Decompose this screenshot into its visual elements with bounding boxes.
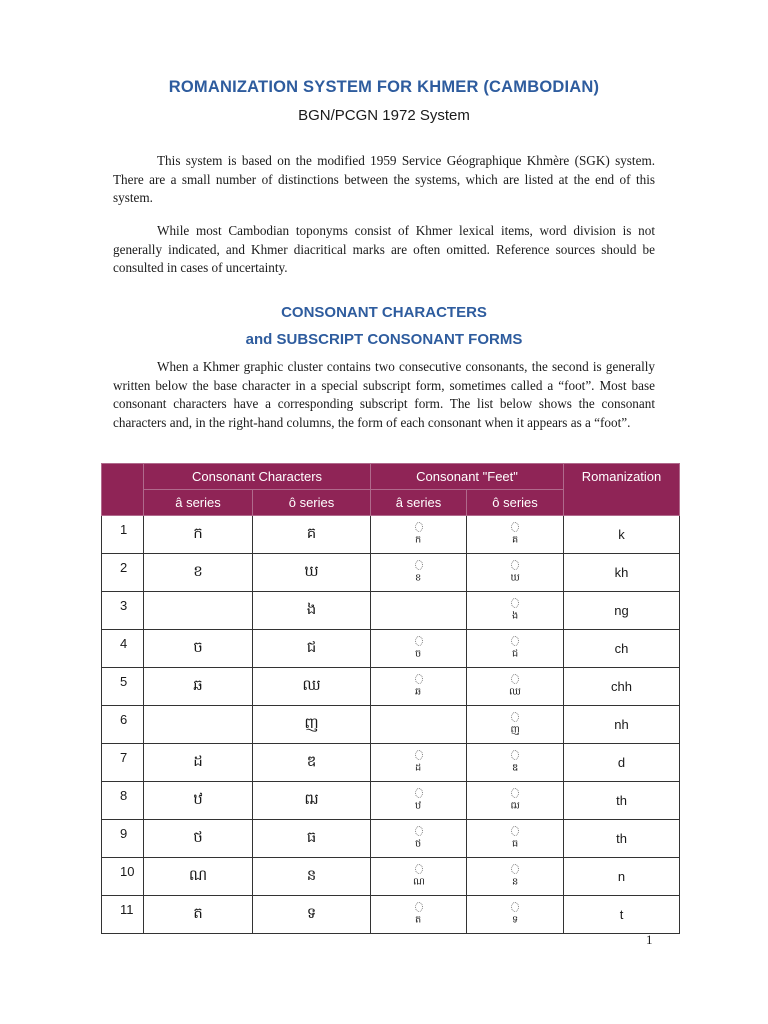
- consonant-o-series: ធ: [253, 820, 371, 858]
- foot-o-series: [467, 554, 564, 592]
- row-number: 7: [102, 744, 144, 782]
- dotted-circle-icon: [511, 674, 519, 684]
- consonant-a-series: ណ: [144, 858, 253, 896]
- romanization-value: kh: [564, 554, 680, 592]
- document-title: ROMANIZATION SYSTEM FOR KHMER (CAMBODIAN): [168, 78, 600, 96]
- consonant-o-series: ង: [253, 592, 371, 630]
- table-header-number: [102, 464, 144, 516]
- foot-o-series-text: ញ: [510, 724, 520, 736]
- row-number: 10: [102, 858, 144, 896]
- foot-o-series-text: ឃ: [510, 572, 520, 584]
- foot-a-series: [371, 516, 467, 554]
- romanization-value: k: [564, 516, 680, 554]
- foot-o-series-text: ឍ: [510, 800, 520, 812]
- foot-a-series-glyph: [414, 911, 422, 930]
- romanization-value: t: [564, 896, 680, 934]
- page-number: 1: [646, 932, 653, 947]
- foot-a-series: [371, 858, 467, 896]
- dotted-circle-icon: [415, 788, 423, 798]
- foot-o-series: [467, 858, 564, 896]
- foot-a-series-glyph: [414, 531, 422, 550]
- dotted-circle-icon: [415, 864, 423, 874]
- consonant-a-series: ច: [144, 630, 253, 668]
- foot-o-series: [467, 706, 564, 744]
- dotted-circle-icon: [511, 712, 519, 722]
- consonant-o-series: ឈ: [253, 668, 371, 706]
- foot-o-series-text: គ: [511, 534, 519, 546]
- foot-o-series: [467, 744, 564, 782]
- row-number: 3: [102, 592, 144, 630]
- foot-o-series: [467, 630, 564, 668]
- consonant-table: [101, 463, 680, 934]
- consonant-a-series: ឆ: [144, 668, 253, 706]
- foot-a-series-glyph: [414, 683, 422, 702]
- table-subheader-feet-o-series: ô series: [467, 490, 564, 516]
- table-row: [102, 820, 680, 858]
- dotted-circle-icon: [511, 750, 519, 760]
- consonant-o-series: ជ: [253, 630, 371, 668]
- table-subheader-a-series: â series: [144, 490, 253, 516]
- table-subheader-o-series: ô series: [253, 490, 371, 516]
- foot-a-series: [371, 782, 467, 820]
- foot-a-series-glyph: [414, 645, 422, 664]
- consonant-o-series: ឃ: [253, 554, 371, 592]
- romanization-value: th: [564, 820, 680, 858]
- foot-a-series: [371, 592, 467, 630]
- table-header-consonant-feet: Consonant "Feet": [371, 464, 564, 490]
- romanization-value: th: [564, 782, 680, 820]
- foot-o-series-glyph: [511, 531, 519, 550]
- table-row: [102, 592, 680, 630]
- foot-a-series: [371, 630, 467, 668]
- intro-paragraph-1: This system is based on the modified 1959 Service Géographique Khmère (SGK) system. There are a small number of distinctions between the systems, which are listed at the end of this system.: [113, 153, 655, 205]
- romanization-value: n: [564, 858, 680, 896]
- consonant-o-series: ទ: [253, 896, 371, 934]
- dotted-circle-icon: [415, 674, 423, 684]
- foot-o-series-glyph: [511, 759, 519, 778]
- foot-o-series-glyph: [509, 797, 521, 816]
- foot-o-series-text: ង: [511, 610, 519, 622]
- dotted-circle-icon: [415, 522, 423, 532]
- foot-o-series-glyph: [511, 835, 519, 854]
- foot-a-series-glyph: [414, 569, 422, 588]
- foot-a-series: [371, 668, 467, 706]
- romanization-value: chh: [564, 668, 680, 706]
- table-row: [102, 706, 680, 744]
- foot-o-series-glyph: [511, 645, 519, 664]
- dotted-circle-icon: [511, 522, 519, 532]
- intro-paragraph-2: While most Cambodian toponyms consist of Khmer lexical items, word division is not generally indicated, and Khmer diacritical marks are often omitted. Reference sources should be consulted in cases of uncertainty.: [113, 223, 655, 275]
- consonant-o-series: ន: [253, 858, 371, 896]
- foot-a-series-text: ខ: [415, 572, 422, 584]
- row-number: 1: [102, 516, 144, 554]
- foot-a-series-text: ដ: [415, 762, 422, 774]
- row-number: 11: [102, 896, 144, 934]
- dotted-circle-icon: [511, 902, 519, 912]
- table-row: [102, 630, 680, 668]
- romanization-value: nh: [564, 706, 680, 744]
- foot-o-series-text: ទ: [511, 914, 519, 926]
- foot-a-series: [371, 744, 467, 782]
- table-row: [102, 782, 680, 820]
- row-number: 4: [102, 630, 144, 668]
- dotted-circle-icon: [511, 864, 519, 874]
- foot-o-series: [467, 820, 564, 858]
- table-header-romanization: Romanization: [564, 464, 680, 516]
- table-header-consonant-characters: Consonant Characters: [144, 464, 371, 490]
- foot-a-series: [371, 820, 467, 858]
- section-heading-consonants: CONSONANT CHARACTERS: [281, 304, 487, 321]
- table-row: [102, 744, 680, 782]
- dotted-circle-icon: [415, 560, 423, 570]
- foot-o-series-glyph: [509, 569, 521, 588]
- consonant-a-series: ថ: [144, 820, 253, 858]
- foot-o-series-text: ជ: [511, 648, 519, 660]
- consonant-a-series: ខ: [144, 554, 253, 592]
- foot-a-series-text: ត: [415, 914, 422, 926]
- consonant-a-series: [144, 706, 253, 744]
- foot-a-series-text: ថ: [415, 838, 422, 850]
- foot-a-series-text: ណ: [412, 876, 425, 888]
- consonant-o-series: ញ: [253, 706, 371, 744]
- document-subtitle: BGN/PCGN 1972 System: [298, 107, 470, 124]
- table-row: [102, 554, 680, 592]
- table-row: [102, 858, 680, 896]
- romanization-value: d: [564, 744, 680, 782]
- section-heading-subscripts: and SUBSCRIPT CONSONANT FORMS: [245, 331, 523, 348]
- foot-a-series-glyph: [414, 835, 422, 854]
- foot-o-series-text: ឌ: [511, 762, 519, 774]
- table-row: [102, 668, 680, 706]
- foot-o-series-glyph: [509, 721, 521, 740]
- foot-a-series-text: ឋ: [415, 800, 422, 812]
- row-number: 2: [102, 554, 144, 592]
- foot-o-series: [467, 668, 564, 706]
- foot-o-series-glyph: [511, 873, 519, 892]
- consonant-o-series: ឌ: [253, 744, 371, 782]
- foot-a-series-glyph: [414, 759, 422, 778]
- foot-o-series-glyph: [511, 911, 519, 930]
- foot-o-series-glyph: [511, 607, 519, 626]
- row-number: 9: [102, 820, 144, 858]
- row-number: 6: [102, 706, 144, 744]
- dotted-circle-icon: [415, 636, 423, 646]
- foot-o-series-text: ន: [511, 876, 519, 888]
- foot-a-series: [371, 706, 467, 744]
- foot-o-series: [467, 782, 564, 820]
- foot-a-series-text: ឆ: [415, 686, 422, 698]
- romanization-value: ch: [564, 630, 680, 668]
- dotted-circle-icon: [415, 826, 423, 836]
- dotted-circle-icon: [511, 826, 519, 836]
- foot-o-series: [467, 592, 564, 630]
- consonant-a-series: [144, 592, 253, 630]
- foot-o-series: [467, 516, 564, 554]
- table-row: [102, 516, 680, 554]
- consonant-a-series: ឋ: [144, 782, 253, 820]
- foot-o-series-glyph: [507, 683, 523, 702]
- table-subheader-feet-a-series: â series: [371, 490, 467, 516]
- consonant-a-series: ក: [144, 516, 253, 554]
- foot-a-series-text: ច: [415, 648, 422, 660]
- consonant-a-series: ត: [144, 896, 253, 934]
- consonant-a-series: ដ: [144, 744, 253, 782]
- row-number: 8: [102, 782, 144, 820]
- consonant-o-series: ឍ: [253, 782, 371, 820]
- dotted-circle-icon: [415, 902, 423, 912]
- dotted-circle-icon: [511, 636, 519, 646]
- romanization-value: ng: [564, 592, 680, 630]
- dotted-circle-icon: [415, 750, 423, 760]
- foot-a-series-glyph: [411, 873, 427, 892]
- foot-o-series: [467, 896, 564, 934]
- foot-a-series-text: ក: [415, 534, 422, 546]
- foot-o-series-text: ឈ: [509, 686, 521, 698]
- dotted-circle-icon: [511, 560, 519, 570]
- section-intro-paragraph: When a Khmer graphic cluster contains two consecutive consonants, the second is generally written below the base character in a special subscript form, sometimes called a “foot”. Most base consonant characters have a corresponding subscript form. The list below shows the consonant characters and, in the right-hand columns, the form of each consonant when it appears as a “foot”.: [113, 359, 655, 430]
- dotted-circle-icon: [511, 788, 519, 798]
- foot-a-series: [371, 554, 467, 592]
- consonant-o-series: គ: [253, 516, 371, 554]
- foot-o-series-text: ធ: [511, 838, 519, 850]
- row-number: 5: [102, 668, 144, 706]
- consonant-table-body: [102, 516, 680, 934]
- foot-a-series: [371, 896, 467, 934]
- table-row: [102, 896, 680, 934]
- foot-a-series-glyph: [414, 797, 422, 816]
- dotted-circle-icon: [511, 598, 519, 608]
